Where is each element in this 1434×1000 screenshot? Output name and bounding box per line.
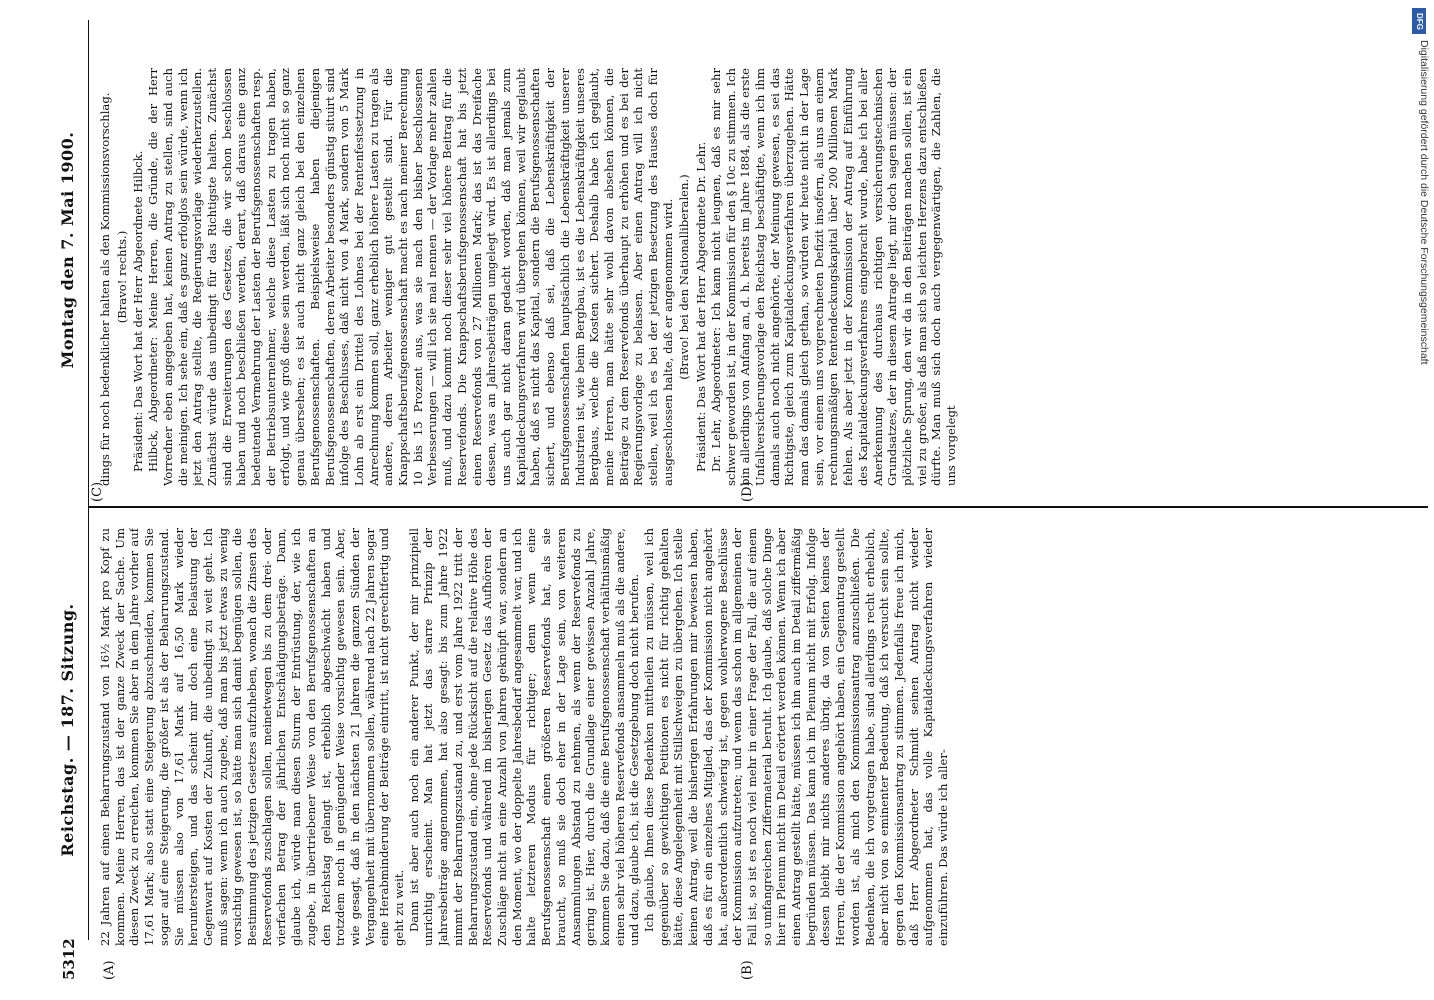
- session-title: Reichstag. — 187. Sitzung.: [58, 603, 77, 857]
- applause-note: (Bravo! bei den Nationalliberalen.): [677, 174, 692, 380]
- scanned-page: [50, 20, 1430, 980]
- president-line: Präsident: Das Wort hat der Herr Abgeordnete Dr. Lehr.: [694, 141, 709, 472]
- margin-mark-c: (C): [90, 481, 105, 502]
- paragraph: Ich glaube, Ihnen diese Bedenken mittheilen zu müssen, weil ich gegenüber so gewichtigen Petitionen es nicht für richtig gehalten hätte, diese Angelegenheit mit Stillschweigen zu übergehen. Ich stelle keinen Antrag, weil die bisherigen Erfahrungen mir bewiesen haben, daß es für ein einzelnes Mitglied, das der Kommission nicht angehört hat, außerordentlich schwierig ist, gegen wohlerwogene Beschlüsse der Kommission aufzutreten; und wenn das schon im allgemeinen der Fall ist, so ist es noch viel mehr in einer Frage der Fall, die auf einem so umfangreichen Ziffermaterial beruht. Ich glaube, daß solche Dinge hier im Plenum nicht im Detail erörtert werden können. Wenn ich aber einen Antrag gestellt hätte, müssen ich ihn auch im Detail ziffermäßig begründen müssen. Das kann ich im Plenum nicht mit Erfolg. Infolge dessen bleibt mir nichts anderes übrig, da von Seiten keines der Herren, die der Kommission angehört haben, ein Gegenantrag gestellt worden ist, als mich den Kommissionsantrag anzuschließen. Die Bedenken, die ich vorgetragen habe, sind allerdings recht erheblich, aber nicht von so eminenter Bedeutung, daß ich versucht sein sollte, gegen den Kommissionsantrag zu stimmen. Jedenfalls freue ich mich, daß Herr Abgeordneter Schmidt seinen Antrag nicht wieder aufgenommen hat, das volle Kapitaldeckungsverfahren wieder einzuführen. Das würde ich aller-: [642, 528, 951, 946]
- paragraph: Dr. Lehr, Abgeordneter: Ich kann nicht leugnen, daß es mir sehr schwer geworden ist, in der Kommission für den § 10c zu stimmen. Ich bin allerdings von Anfang an, d. h. bereits im Jahre 1884, als die erste Unfallversicherungsvorlage den Reichstag beschäftigte, wenn ich ihm damals auch noch nicht angehörte, der Meinung gewesen, es sei das Richtigste, gleich zum Kapitaldeckungsverfahren überzugehen. Hätte man das damals gleich gethan, so würden wir heute nicht in der Lage sein, vor einem uns vorgerechneten Defizit insofern, als uns an einem rechnungsmäßigen Rentendeckungskapital über 200 Millionen Mark fehlen. Als aber jetzt in der Kommission der Antrag auf Einführung des Kapitaldeckungsverfahrens eingebracht wurde, habe ich bei aller Anerkennung des durchaus richtigen versicherungstechnischen Grundsatzes, der in diesem Antrage liegt, mir doch sagen müssen: der plötzliche Sprung, den wir da in den Beiträgen machen sollen, ist ein viel zu großer, als daß man sich so leichten Herzens dazu entschließen dürfte. Man muß sich doch auch vergegenwärtigen, die Zahlen, die uns vorgelegt: [708, 68, 959, 486]
- dfg-logo: [1412, 8, 1426, 34]
- president-line: Präsident: Das Wort hat der Herr Abgeordnete Hilbck.: [131, 150, 146, 472]
- right-column: [98, 68, 1428, 486]
- header-rule: [88, 20, 89, 940]
- applause-note: (Bravo! rechts.): [114, 230, 129, 324]
- digitization-credit: Digitalisierung gefördert durch die Deutsche Forschungsgemeinschaft: [1418, 40, 1430, 365]
- column-divider: [88, 506, 1428, 508]
- paragraph: dings für noch bedenklicher halten als den Kommissionsvorschlag.: [98, 92, 112, 486]
- margin-mark-d: (D): [740, 481, 755, 502]
- paragraph: Hilbck, Abgeordneter: Meine Herren, die Gründe, die der Herr Vorredner eben angegeben hat, keinen Antrag zu stellen, sind auch die meinigen. Ich sehe ein, daß es ganz erfolglos sein würde, wenn ich jetzt den Antrag stellte, die Regierungsvorlage wiederherzustellen. Zunächst würde das unbedingt für das Richtigste halten. Zunächst sind die Erweiterungen des Gesetzes, die wir schon beschlossen haben und noch beschließen werden, derart, daß daraus eine ganz bedeutende Vermehrung der Lasten der Berufsgenossenschaften resp. der Betriebsunternehmer, welche diese Lasten zu tragen haben, erfolgt, und wie groß diese sein werden, läßt sich noch nicht so ganz genau übersehen; es ist auch nicht ganz gleich bei den einzelnen Berufsgenossenschaften. Beispielsweise haben diejenigen Berufsgenossenschaften, deren Arbeiter besonders günstig situirt sind infolge des Beschlusses, daß nicht von 4 Mark, sondern von 5 Mark Lohn ab erst ein Drittel des Lohnes bei der Rentenfestsetzung in Anrechnung kommen soll, ganz erheblich höhere Lasten zu tragen als andere, deren Arbeiter weniger gut gestellt sind. Für die Knappschaftsberufsgenossenschaft macht es nach meiner Berechnung 10 bis 15 Prozent aus, was sie nach den bisher beschlossenen Verbesserungen — will ich sie mal nennen — der Vorlage mehr zahlen muß, und dazu kommt noch dieser sehr viel höhere Beitrag für die Reservefonds. Die Knappschaftsberufsgenossenschaft hat bis jetzt einen Reservefonds von 27 Millionen Mark; das ist das Dreifache dessen, was an Jahresbeiträgen umgelegt wird. Es ist allerdings bei uns auch gar nicht daran gedacht worden, daß man jemals zum Kapitaldeckungsverfahren wird übergehen können, weil wir geglaubt haben, daß es nicht das Kapital, sondern die Berufsgenossenschaften sichert, und ebenso daß sei, daß die Lebenskräftigkeit der Berufsgenossenschaften hauptsächlich die Lebenskräftigkeit unserer Industrien ist, wie beim Bergbau, ist es die Lebenskräftigkeit unseres Bergbaus, welche die Kosten sichert. Deshalb habe ich geglaubt, meine Herren, man hätte sehr wohl davon absehen können, die Beiträge zu dem Reservefonds überhaupt zu erhöhen und es bei der Regierungsvorlage zu belassen. Aber einen Antrag will ich nicht stellen, weil ich es bei der jetzigen Besetzung des Hauses doch für ausgeschlossen halte, daß er angenommen wird.: [146, 68, 675, 486]
- paragraph: 22 Jahren auf einen Beharrungszustand von 16½ Mark pro Kopf zu kommen. Meine Herren, das ist der ganze Zweck der Sache. Um diesen Zweck zu erreichen, kommen Sie aber in dem Jahre vorher auf 17,61 Mark; also statt eine Steigerung abzuschneiden, kommen Sie sogar auf eine Steigerung, die größer ist als der Beharrungszustand. Sie müssen also von 17,61 Mark auf 16,50 Mark wieder heruntersteigen, und das scheint mir doch eine Belastung der Gegenwart auf Kosten der Zukunft, die unbedingt zu weit geht. Ich muß sagen: wenn ich auch zugebe, daß man bis jetzt etwas zu wenig vorsichtig gewesen ist, so hätte man sich damit begnügen sollen, die Bestimmung des jetzigen Gesetzes aufzuheben, wonach die Zinsen des Reservefonds zuschlagen sollen, meinetwegen bis zu dem drei- oder vierfachen Betrag der jährlichen Entschädigungsbeträge. Dann, glaube ich, würde man diesen Sturm der Entrüstung, der, wie ich zugebe, in übertriebener Weise von den Berufsgenossenschaften an den Reichstag gelangt ist, erheblich abgeschwächt haben und trotzdem noch in genügender Weise vorsichtig gewesen sein. Aber, wie gesagt, daß in den nächsten 21 Jahren die ganzen Sünden der Vergangenheit mit übernommen sollen, während nach 22 Jahren sogar eine Herabminderung der Beiträge eintritt, ist nicht gerechtfertig und geht zu weit.: [98, 528, 407, 946]
- paragraph: Dann ist aber auch noch ein anderer Punkt, der mir prinzipiell unrichtig erscheint. Man hat jetzt das starre Prinzip der Jahresbeiträge angenommen, hat also gesagt: bis zum Jahre 1922 nimmt der Beharrungszustand zu, und erst vom Jahre 1922 tritt der Beharrungszustand ein, ohne jede Rücksicht auf die relative Höhe des Reservefonds und während im bisherigen Gesetz das Aufhören der Zuschläge nicht an eine Anzahl von Jahren geknüpft war, sondern an den Moment, wo der doppelte Jahresbedarf angesammelt war, und ich halte letzteren Modus für richtiger; denn wenn eine Berufsgenossenschaft einen größeren Reservefonds hat, als sie braucht, so muß sie doch eher in der Lage sein, von weiteren Ansammlungen Abstand zu nehmen, als wenn der Reservefonds zu gering ist. Hier, durch die Grundlage einer gewissen Anzahl Jahre, kommen Sie dazu, daß die eine Berufsgenossenschaft verhältnismäßig einen sehr viel höheren Reservefonds ansammeln muß als die andere, und dazu, glaube ich, ist die Gesetzgebung doch nicht berufen.: [406, 528, 642, 946]
- dfg-logo-text: DFG: [1414, 12, 1424, 30]
- date-title: Montag den 7. Mai 1900.: [58, 131, 77, 369]
- margin-mark-b: (B): [740, 960, 755, 980]
- page-number: 5312: [60, 938, 78, 980]
- page-header: [50, 20, 90, 980]
- margin-mark-a: (A): [102, 960, 117, 980]
- left-column: [98, 528, 1428, 946]
